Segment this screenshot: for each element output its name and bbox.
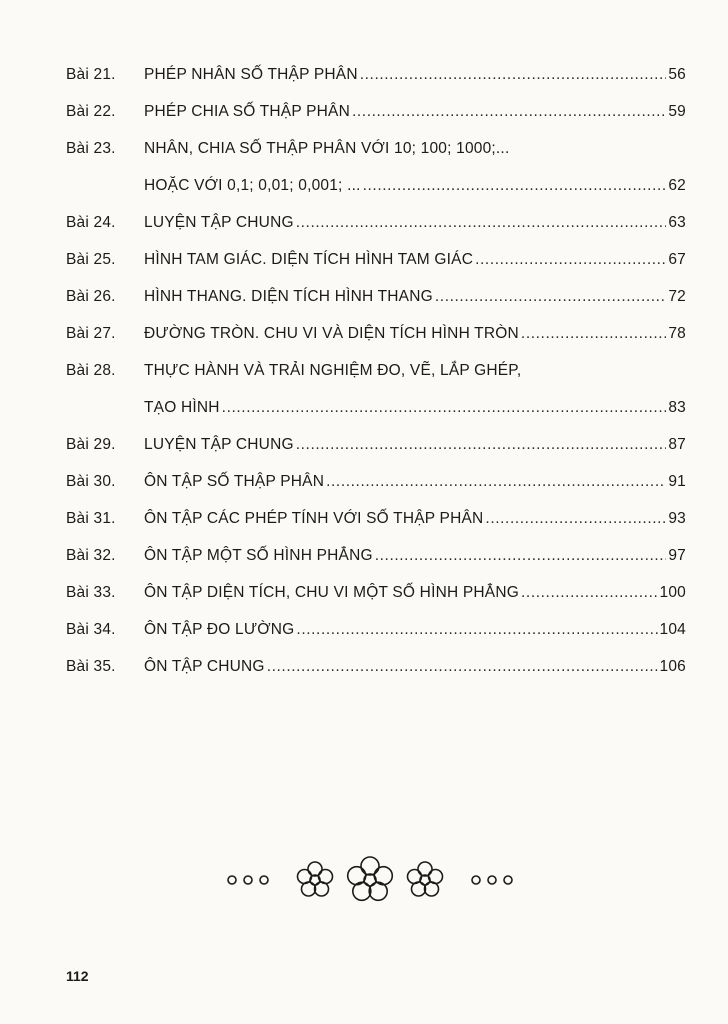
lesson-page-number: 97: [668, 547, 686, 564]
lesson-title: LUYỆN TẬP CHUNG: [144, 214, 294, 231]
toc-entry-22[interactable]: [66, 93, 686, 130]
lesson-page-number: 93: [668, 510, 686, 527]
toc-entry-29[interactable]: [66, 426, 686, 463]
lesson-number: Bài 28.: [66, 362, 116, 379]
lesson-title: LUYỆN TẬP CHUNG: [144, 436, 294, 453]
lesson-title-continued: HOẶC VỚI 0,1; 0,01; 0,001; ...: [144, 177, 361, 194]
lesson-number: Bài 24.: [66, 214, 116, 231]
lesson-title: HÌNH TAM GIÁC. DIỆN TÍCH HÌNH TAM GIÁC: [144, 251, 474, 268]
flower-icon: [298, 862, 333, 896]
dot-leader: [296, 426, 667, 463]
toc-entry-32[interactable]: [66, 537, 686, 574]
lesson-page-number: 62: [668, 177, 686, 194]
lesson-number: Bài 22.: [66, 103, 116, 120]
lesson-page-number: 87: [668, 436, 686, 453]
dot-leader: [267, 648, 658, 685]
lesson-title: NHÂN, CHIA SỐ THẬP PHÂN VỚI 10; 100; 1000;...: [144, 140, 510, 157]
lesson-title: ÔN TẬP SỐ THẬP PHÂN: [144, 473, 325, 490]
toc-entry-30[interactable]: [66, 463, 686, 500]
dot-leader: [475, 241, 666, 278]
lesson-page-number: 83: [668, 399, 686, 416]
dot-leader: [521, 315, 666, 352]
lesson-page-number: 104: [659, 621, 686, 638]
dot-leader: [326, 463, 666, 500]
lesson-number: Bài 32.: [66, 547, 116, 564]
toc-entry-31[interactable]: [66, 500, 686, 537]
lesson-page-number: 106: [659, 658, 686, 675]
dot-icon: [488, 876, 496, 884]
toc-entry-21[interactable]: [66, 56, 686, 93]
dot-icon: [472, 876, 480, 884]
lesson-title: ÔN TẬP MỘT SỐ HÌNH PHẲNG: [144, 547, 373, 564]
dot-icon: [228, 876, 236, 884]
lesson-title: ÔN TẬP CHUNG: [144, 658, 265, 675]
dot-leader: [521, 574, 658, 611]
dot-leader: [363, 167, 667, 204]
lesson-title: PHÉP NHÂN SỐ THẬP PHÂN: [144, 66, 358, 83]
lesson-page-number: 100: [659, 584, 686, 601]
toc-entry-23[interactable]: [66, 130, 686, 204]
lesson-page-number: 67: [668, 251, 686, 268]
lesson-page-number: 72: [668, 288, 686, 305]
flower-icon: [408, 862, 443, 896]
dot-leader: [222, 389, 667, 426]
lesson-page-number: 91: [668, 473, 686, 490]
dot-leader: [296, 611, 657, 648]
dot-leader: [296, 204, 667, 241]
flower-icon: [348, 857, 393, 900]
lesson-page-number: 59: [668, 103, 686, 120]
lesson-title: ÔN TẬP CÁC PHÉP TÍNH VỚI SỐ THẬP PHÂN: [144, 510, 484, 527]
lesson-title: ĐƯỜNG TRÒN. CHU VI VÀ DIỆN TÍCH HÌNH TRÒN: [144, 325, 519, 342]
lesson-number: Bài 35.: [66, 658, 116, 675]
lesson-title: PHÉP CHIA SỐ THẬP PHÂN: [144, 103, 350, 120]
dot-leader: [375, 537, 667, 574]
toc-entry-33[interactable]: [66, 574, 686, 611]
lesson-title: ÔN TẬP ĐO LƯỜNG: [144, 621, 295, 638]
lesson-title-continued: TẠO HÌNH: [144, 399, 220, 416]
lesson-number: Bài 30.: [66, 473, 116, 490]
dot-leader: [352, 93, 666, 130]
lesson-number: Bài 33.: [66, 584, 116, 601]
lesson-number: Bài 27.: [66, 325, 116, 342]
lesson-page-number: 63: [668, 214, 686, 231]
lesson-number: Bài 31.: [66, 510, 116, 527]
lesson-title: ÔN TẬP DIỆN TÍCH, CHU VI MỘT SỐ HÌNH PHẲNG: [144, 584, 519, 601]
toc-entry-27[interactable]: [66, 315, 686, 352]
toc-entry-24[interactable]: [66, 204, 686, 241]
dot-icon: [260, 876, 268, 884]
lesson-title: HÌNH THANG. DIỆN TÍCH HÌNH THANG: [144, 288, 433, 305]
dot-leader: [485, 500, 666, 537]
dot-leader: [360, 56, 667, 93]
lesson-page-number: 56: [668, 66, 686, 83]
lesson-number: Bài 26.: [66, 288, 116, 305]
toc-entry-34[interactable]: [66, 611, 686, 648]
dot-icon: [244, 876, 252, 884]
dot-icon: [504, 876, 512, 884]
table-of-contents: [66, 56, 686, 685]
lesson-number: Bài 34.: [66, 621, 116, 638]
toc-entry-25[interactable]: [66, 241, 686, 278]
toc-entry-35[interactable]: [66, 648, 686, 685]
page-number: 112: [66, 968, 89, 984]
lesson-title: THỰC HÀNH VÀ TRẢI NGHIỆM ĐO, VẼ, LẮP GHÉP,: [144, 362, 522, 379]
lesson-number: Bài 29.: [66, 436, 116, 453]
lesson-number: Bài 21.: [66, 66, 116, 83]
lesson-number: Bài 25.: [66, 251, 116, 268]
toc-entry-28[interactable]: [66, 352, 686, 426]
lesson-page-number: 78: [668, 325, 686, 342]
toc-entry-26[interactable]: [66, 278, 686, 315]
dot-leader: [435, 278, 666, 315]
flower-divider-icon: [220, 852, 520, 908]
lesson-number: Bài 23.: [66, 140, 116, 157]
